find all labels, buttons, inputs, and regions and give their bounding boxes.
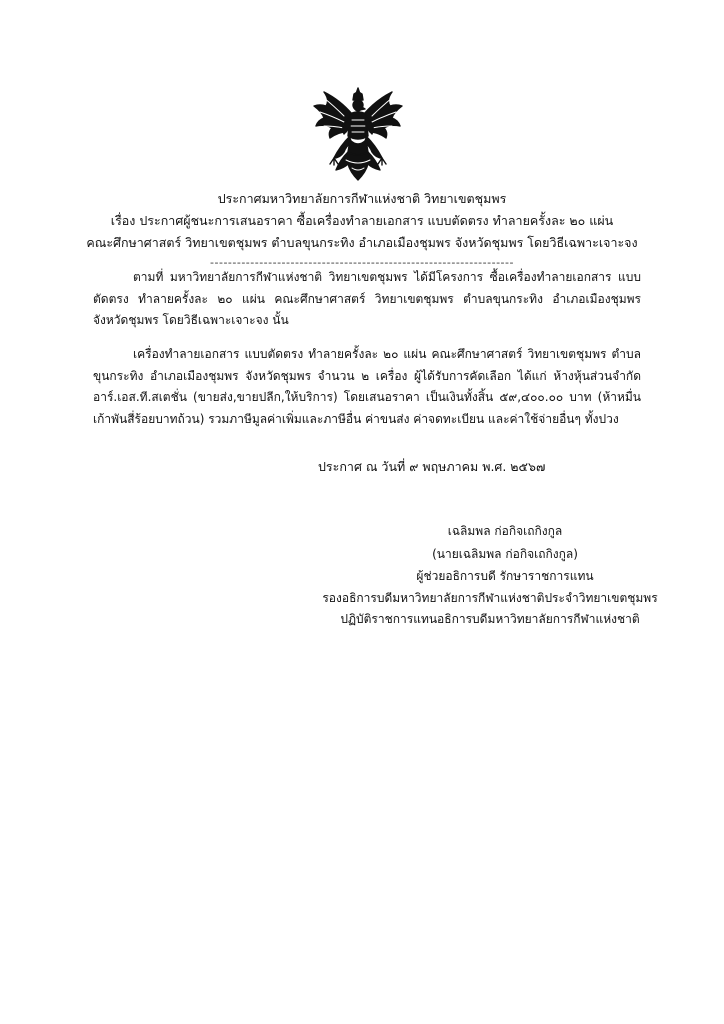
signatory-full-name: (นายเฉลิมพล ก่อกิจเถกิงกูล) (432, 547, 578, 561)
signature-name: เฉลิมพล ก่อกิจเถกิงกูล (447, 524, 563, 538)
announcement-date: ประกาศ ณ วันที่ ๙ พฤษภาคม พ.ศ. ๒๕๖๗ (318, 459, 546, 474)
header-divider: -------------------------------------------------------------------- (210, 256, 514, 269)
signatory-title-2: รองอธิการบดีมหาวิทยาลัยการกีฬาแห่งชาติประจำวิทยาเขตชุมพร (322, 591, 658, 605)
body-paragraph-2: เครื่องทำลายเอกสาร แบบตัดตรง ทำลายครั้งละ ๒๐ แผ่น คณะศึกษาศาสตร์ วิทยาเขตชุมพร ตำบลขุนกระทิง อำเภอเมืองชุมพร จังหวัดชุมพร จำนวน ๒ เครื่อง ผู้ได้รับการคัดเลือก ได้แก่ ห้างหุ้นส่วนจำกัด อาร์.เอส.ที.สเตชั่น (ขายส่ง,ขายปลีก,ให้บริการ) โดยเสนอราคา เป็นเงินทั้งสิ้น ๕๙,๔๐๐.๐๐ บาท (ห้าหมื่นเก้าพันสี่ร้อยบาทถ้วน) รวมภาษีมูลค่าเพิ่มและภาษีอื่น ค่าขนส่ง ค่าจดทะเบียน และค่าใช้จ่ายอื่นๆ ทั้งปวง (93, 347, 641, 426)
body-paragraph-1: ตามที่ มหาวิทยาลัยการกีฬาแห่งชาติ วิทยาเขตชุมพร ได้มีโครงการ ซื้อเครื่องทำลายเอกสาร แบบตัดตรง ทำลายครั้งละ ๒๐ แผ่น คณะศึกษาศาสตร์ วิทยาเขตชุมพร ตำบลขุนกระทิง อำเภอเมืองชุมพร จังหวัดชุมพร โดยวิธีเฉพาะเจาะจง นั้น (93, 270, 641, 327)
announcement-heading: ประกาศมหาวิทยาลัยการกีฬาแห่งชาติ วิทยาเขตชุมพร (217, 191, 507, 206)
announcement-subject: เรื่อง ประกาศผู้ชนะการเสนอราคา ซื้อเครื่องทำลายเอกสาร แบบตัดตรง ทำลายครั้งละ ๒๐ แผ่น (110, 213, 614, 228)
garuda-emblem-icon (310, 84, 406, 184)
signatory-title-3: ปฏิบัติราชการแทนอธิการบดีมหาวิทยาลัยการกีฬาแห่งชาติ (340, 612, 640, 626)
signatory-title-1: ผู้ช่วยอธิการบดี รักษาราชการแทน (416, 569, 594, 583)
announcement-subject-continued: คณะศึกษาศาสตร์ วิทยาเขตชุมพร ตำบลขุนกระทิง อำเภอเมืองชุมพร จังหวัดชุมพร โดยวิธีเฉพาะเจาะจง (86, 235, 638, 250)
